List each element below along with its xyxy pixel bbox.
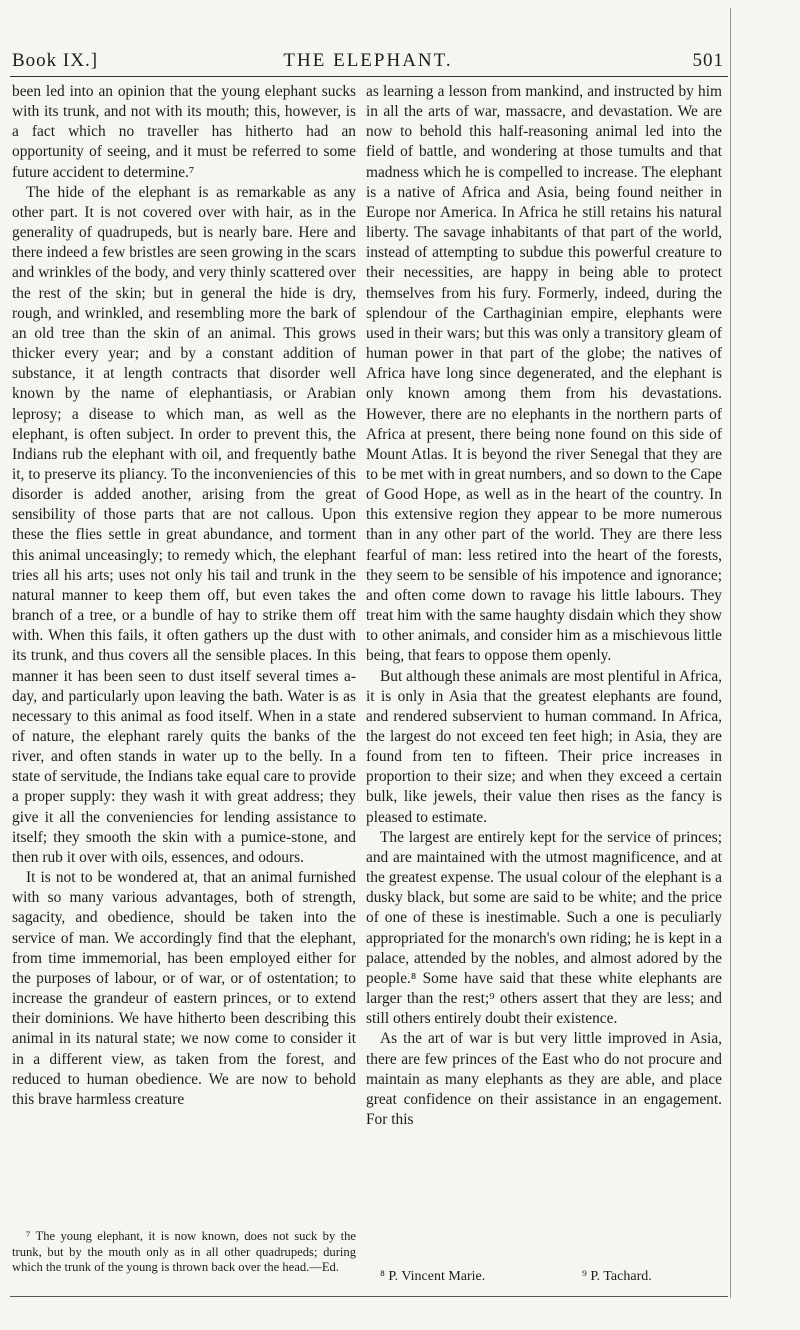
page-edge-line	[730, 8, 731, 1298]
paragraph: The largest are entirely kept for the service of princes; and are maintained with the utmost magnificence, and at the greatest expense. The usual colour of the elephant is a dusky black, but some are said to be white; and the price of one of these is inestimable. Such a one is peculiarly appropriated for the monarch's own riding; he is kept in a palace, attended by the nobles, and almost adored by the people.⁸ Some have said that these white elephants are larger than the rest;⁹ others assert that they are less; and still others entirely doubt their existence.	[366, 828, 722, 1028]
footnote-text: ⁷ The young elephant, it is now known, does not suck by the trunk, but by the mouth only as in all other quadrupeds; during which the trunk of the young is thrown back over the head.—Ed.	[12, 1229, 356, 1274]
page-title: THE ELEPHANT.	[283, 50, 453, 71]
left-column	[12, 82, 356, 1110]
footnote-7	[12, 1229, 356, 1276]
paragraph: The hide of the elephant is as remarkable as any other part. It is not covered over with hair, as in the generality of quadrupeds, but is nearly bare. Here and there indeed a few bristles are seen growing in the scars and wrinkles of the body, and very thinly scattered over the rest of the skin; but in general the hide is dry, rough, and wrinkled, and resembling more the bark of an old tree than the skin of an animal. This grows thicker every year; and by a constant addition of substance, it at length contracts that disorder well known by the name of elephantiasis, or Arabian leprosy; a disease to which man, as well as the elephant, is often subject. In order to prevent this, the Indians rub the elephant with oil, and frequently bathe it, to preserve its pliancy. To the inconveniencies of this disorder is added another, arising from the great sensibility of those parts that are not callous. Upon these the flies settle in great abundance, and torment this animal unceasingly; to remedy which, the elephant tries all his arts; uses not only his tail and trunk in the natural manner to keep them off, but even takes the branch of a tree, or a bundle of hay to strike them off with. When this fails, it often gathers up the dust with its trunk, and thus covers all the sensible places. In this manner it has been seen to dust itself several times a-day, and particularly upon leaving the bath. Water is as necessary to this animal as food itself. When in a state of nature, the elephant rarely quits the banks of the river, and often stands in water up to the belly. In a state of servitude, the Indians take equal care to provide a proper supply: they wash it with great address; they give it all the conveniencies for lending assistance to itself; they smooth the skin with a pumice-stone, and then rub it over with oils, essences, and odours.	[12, 183, 356, 866]
page-number: 501	[692, 50, 724, 71]
running-header	[12, 50, 724, 76]
paragraph: been led into an opinion that the young elephant sucks with its trunk, and not with its mouth; this, however, is a fact which no traveller has hitherto had an opportunity of seeing, and it must be referred to some future accident to determine.⁷	[12, 83, 356, 181]
paragraph: It is not to be wondered at, that an animal furnished with so many various advantages, both of strength, sagacity, and obedience, should be taken into the service of man. We accordingly find that the elephant, from time immemorial, has been employed either for the purposes of labour, or of war, or of ostentation; to increase the grandeur of eastern princes, or to extend their dominions. We have hitherto been describing this animal in its natural state; we now come to consider it in a different view, as taken from the forest, and reduced to human obedience. We are now to behold this brave harmless creature	[12, 869, 356, 1108]
footnote-9: ⁹ P. Tachard.	[582, 1269, 652, 1284]
paragraph: As the art of war is but very little improved in Asia, there are few princes of the East who do not procure and maintain as many elephants as they are able, and place great confidence on their assistance in an engagement. For this	[366, 1030, 722, 1128]
paragraph: as learning a lesson from mankind, and instructed by him in all the arts of war, massacre, and devastation. We are now to behold this half-reasoning animal led into the field of battle, and wondering at those tumults and that madness which he is compelled to increase. The elephant is a native of Africa and Asia, being found neither in Europe nor America. In Africa he still retains his natural liberty. The savage inhabitants of that part of the world, instead of attempting to subdue this powerful creature to their necessities, are happy in being able to protect themselves from his fury. Formerly, indeed, during the splendour of the Carthaginian empire, elephants were used in their wars; but this was only a transitory gleam of human power in that part of the globe; the natives of Africa have long since degenerated, and the elephant is only known among them from his devastations. However, there are no elephants in the northern parts of Africa at present, there being none found on this side of Mount Atlas. It is beyond the river Senegal that they are to be met with in great numbers, and so down to the Cape of Good Hope, as well as in the heart of the country. In this extensive region they appear to be more numerous than in any other part of the world. They are there less fearful of man: less retired into the heart of the forests, they seem to be sensible of his impotence and ignorance; and often come down to ravage his little labours. They treat him with the same haughty disdain which they show to other animals, and consider him as a mischievous little being, that fears to oppose them openly.	[366, 83, 722, 665]
footnote-8: ⁸ P. Vincent Marie.	[380, 1269, 486, 1284]
book-number: Book IX.]	[12, 50, 99, 71]
paragraph: But although these animals are most plentiful in Africa, it is only in Asia that the greatest elephants are found, and rendered subservient to human command. In Africa, the largest do not exceed ten feet high; in Asia, they are found from ten to fifteen. Their price increases in proportion to their size; and when they exceed a certain bulk, like jewels, their value then rises as the fancy is pleased to estimate.	[366, 667, 722, 826]
bottom-rule	[10, 1296, 728, 1297]
header-rule	[10, 76, 728, 77]
right-column	[366, 82, 722, 1130]
